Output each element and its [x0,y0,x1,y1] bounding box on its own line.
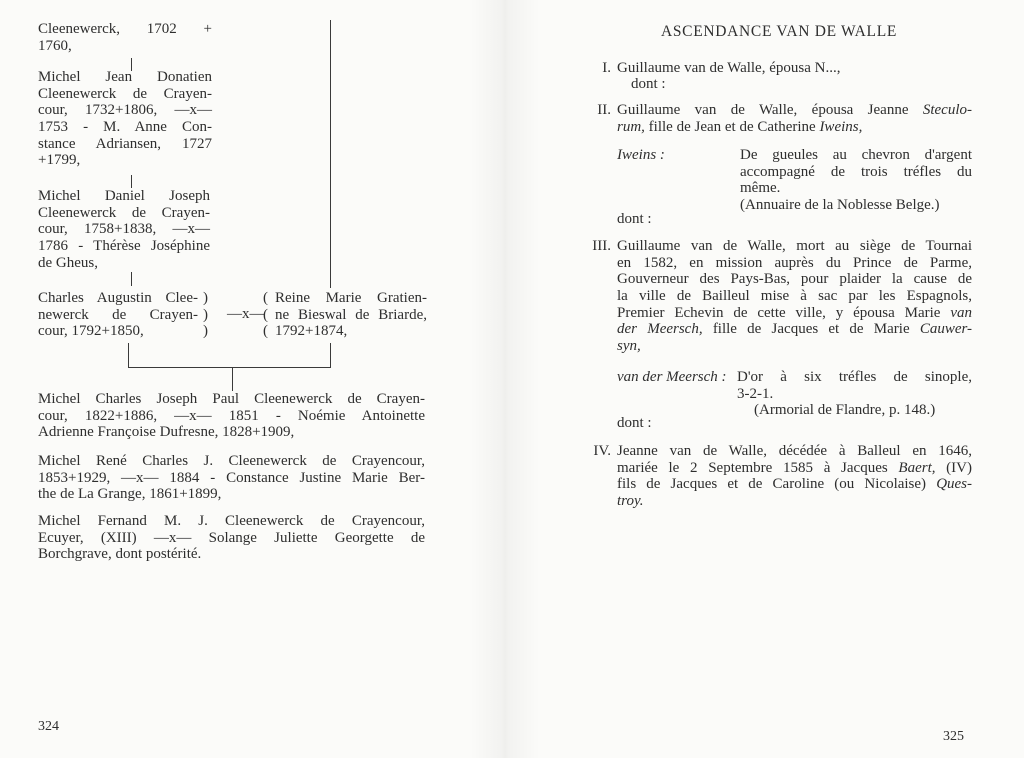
tree-connector [131,272,132,286]
dont-label [617,415,652,432]
bracket-glyph: ( [263,290,268,306]
arms-name [617,147,665,164]
book-gutter [470,0,540,758]
text-segment: Guillaume van de Walle, mort au siège de Tournai [617,238,972,254]
page-title [629,24,929,41]
text-segment: en 1582, en mission auprès du Prince de Parme, [617,254,972,271]
blazon-line: 3-2-1. [737,385,774,402]
husband-entry [38,290,198,340]
entry-line [617,460,972,477]
entry-line: cour, 1732+1806, —x— [38,102,212,119]
numeral-text: IV. [593,443,611,459]
bracket-glyph: ) [203,306,208,323]
blazon-line: accompagné de trois tréfles du [740,163,972,180]
wife-entry [275,290,427,340]
tree-connector [128,367,331,368]
italic-name: Cauwer- [919,321,973,338]
entry-line: Charles Augustin Clee- [38,290,198,306]
bracket-glyph: ) [203,323,208,340]
entry-line: Cleenewerck de Crayen- [38,204,210,221]
entry-line: 1760, [38,37,72,54]
entry-line: the de La Grange, 1861+1899, [38,486,222,503]
generation-entry [617,238,972,355]
arms-source-text: (Armorial de Flandre, p. 148.) [754,402,936,418]
text-segment: Jeanne van de Walle, décédée à Balleul en 1646, [617,443,972,459]
numeral-text: III. [592,238,611,254]
entry-line: Cleenewerck de Crayen- [38,85,212,102]
text-segment: fille de Jacques et de Marie [712,321,910,338]
ancestor-entry [38,21,212,54]
marriage-sign-text: —x— [227,306,265,322]
generation-entry [617,443,972,510]
blazon-line: De gueules au chevron d'argent [740,147,972,163]
italic-name: rum, [617,118,645,135]
entry-line [617,119,972,136]
entry-line: de Gheus, [38,254,98,271]
entry-line: stance Adriansen, 1727 [38,135,212,152]
arms-blazon [740,147,972,214]
text-segment: fille de Jean et de Catherine [648,118,816,135]
entry-line [617,338,972,355]
dont-text: dont : [617,211,652,227]
entry-line [617,102,972,119]
entry-line [617,271,972,288]
entry-line [617,288,972,305]
entry-line: ne Bieswal de Briarde, [275,306,427,323]
page-number: 324 [38,719,59,734]
arms-source: (Annuaire de la Noblesse Belge.) [740,197,940,214]
generation-numeral [560,443,611,460]
entry-line [617,255,972,272]
entry-line: Reine Marie Gratien- [275,290,427,306]
tree-connector [128,343,129,368]
dont-label [631,76,666,93]
italic-name: Baert, [898,459,936,476]
arms-source [754,402,935,419]
entry-line: 1792+1874, [275,323,348,340]
entry-line [617,493,972,510]
marriage-sign [227,306,265,323]
blazon-line: D'or à six tréfles de sinople, [737,369,972,385]
entry-line: Michel Fernand M. J. Cleenewerck de Crayencour, [38,513,425,529]
entry-line [617,476,972,493]
entry-line: cour, 1758+1838, —x— [38,221,210,238]
dont-text: dont : [617,415,652,431]
entry-line: 1853+1929, —x— 1884 - Constance Justine Marie Ber- [38,469,425,486]
italic-name: troy. [617,493,644,510]
entry-line: 1753 - M. Anne Con- [38,119,212,136]
entry-line [617,305,972,322]
entry-line: newerck de Crayen- [38,306,198,323]
entry-line [617,443,972,460]
entry-line: 1786 - Thérèse Joséphine [38,238,210,255]
entry-line: +1799, [38,152,81,169]
entry-line: Cleenewerck, 1702 + [38,21,212,37]
tree-connector [330,343,331,368]
text-segment: Guillaume van de Walle, épousa Jeanne [617,102,909,118]
page-title-text: ASCENDANCE VAN DE WALLE [660,23,898,40]
generation-entry [617,60,972,77]
blazon-line: même. [740,180,781,197]
italic-name: Ques- [936,476,973,493]
entry-line: Borchgrave, dont postérité. [38,546,202,563]
entry-line [617,60,972,77]
entry-line: Michel Daniel Joseph [38,188,210,204]
bracket-glyph: ) [203,290,208,306]
text-segment: (IV) [946,459,972,476]
italic-name: Steculo- [922,102,972,118]
tree-connector [232,367,233,391]
bracket-glyph: ( [263,323,268,340]
text-segment: Guillaume van de Walle, épousa N..., [617,60,841,76]
wife-bracket [263,290,271,340]
generation-numeral [560,238,611,255]
entry-line [617,321,972,338]
text-segment: la ville de Bailleul mise à sac par les Espagnols, [617,288,972,305]
italic-name: Iweins, [819,118,863,135]
generation-entry [617,102,972,135]
entry-line: Michel Charles Joseph Paul Cleenewerck de Crayen- [38,391,425,407]
entry-line [617,238,972,255]
arms-name [617,369,727,386]
italic-name: der Meersch, [617,321,703,338]
entry-line: Ecuyer, (XIII) —x— Solange Juliette Georgette de [38,529,425,546]
text-segment: Gouverneur des Pays-Bas, pour plaider la cause de [617,271,972,288]
ancestor-entry [38,69,212,169]
tree-connector-maternal [330,20,331,288]
italic-name: syn, [617,338,641,355]
ancestor-entry [38,188,210,271]
entry-line: Michel Jean Donatien [38,69,212,85]
dont-label [617,211,652,228]
arms-blazon [737,369,972,402]
arms-name-text: van der Meersch : [617,369,727,385]
text-segment: mariée le 2 Septembre 1585 à Jacques [617,459,888,476]
arms-name-text: Iweins : [617,147,665,163]
text-segment: Premier Echevin de cette ville, y épousa Marie [617,304,941,321]
entry-line: cour, 1792+1850, [38,323,144,340]
italic-name: van [950,304,972,321]
generation-numeral [560,102,611,119]
entry-line: Michel René Charles J. Cleenewerck de Crayencour, [38,453,425,469]
text-segment: fils de Jacques et de Caroline (ou Nicolaise) [617,476,927,493]
entry-line: cour, 1822+1886, —x— 1851 - Noémie Antoinette [38,407,425,424]
bracket-glyph: ( [263,306,268,323]
descendant-entry [38,513,425,563]
dont-text: dont : [631,76,666,92]
numeral-text: II. [597,102,611,118]
numeral-text: I. [602,60,611,76]
generation-numeral [560,60,611,77]
page-number: 325 [943,729,964,744]
descendant-entry [38,453,425,503]
entry-line: Adrienne Françoise Dufresne, 1828+1909, [38,424,295,441]
tree-connector [131,175,132,188]
husband-bracket [203,290,211,340]
descendant-entry [38,391,425,441]
